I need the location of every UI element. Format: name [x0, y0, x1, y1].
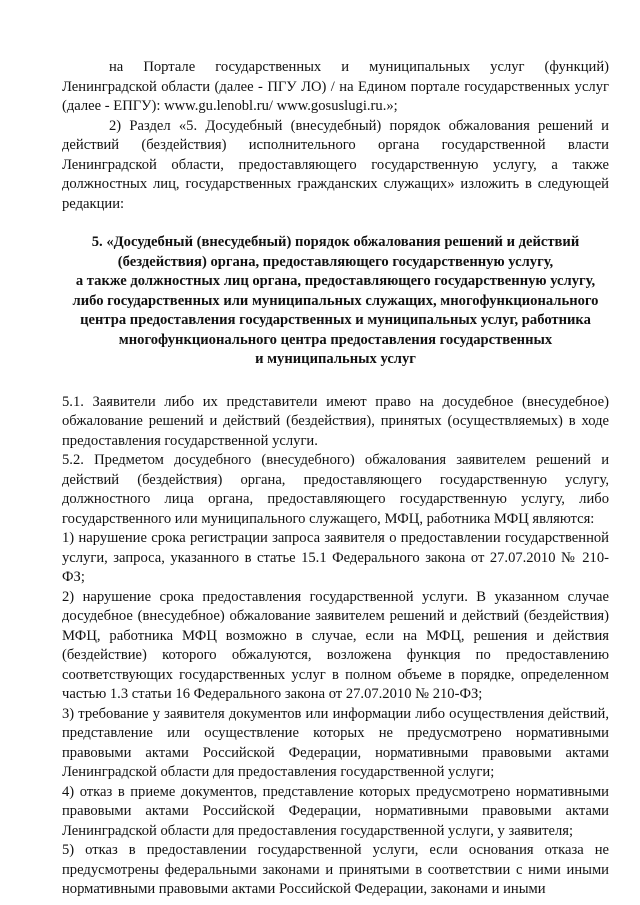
heading-line: и муниципальных услуг — [255, 351, 416, 367]
document-page — [62, 58, 609, 900]
heading-line: либо государственных или муниципальных служащих, многофункционального — [72, 292, 599, 309]
intro-paragraph-section-amendment: 2) Раздел «5. Досудебный (внесудебный) порядок обжалования решений и действий (бездействия) исполнительного органа государственной власти Ленинградской области, предоставляющего государственную услугу, а также должностных лиц, государственных гражданских служащих» изложить в следующей редакции: — [62, 117, 609, 212]
heading-line: а также должностных лиц органа, предоставляющего государственную услугу, — [75, 273, 596, 289]
heading-line: (бездействия) органа, предоставляющего государственную услугу, — [117, 253, 554, 270]
list-item-2: 2) нарушение срока предоставления государственной услуги. В указанном случае досудебное (внесудебное) обжалование заявителем решений и действий (бездействия) МФЦ, работника МФЦ возможно в случае, если на МФЦ, решения и действия (бездействие) которого обжалуются, возложена функция по предоставлению соответствующих государственных услуг в полном объеме в порядке, определенном частью 1.3 статьи 16 Федерального закона от 27.07.2010 № 210-ФЗ; — [62, 588, 609, 702]
list-item-5: 5) отказ в предоставлении государственной услуги, если основания отказа не предусмотрены федеральными законами и принятыми в соответствии с ними иными нормативными правовыми актами Российской Федерации, законами и иными — [62, 842, 609, 897]
list-item-4: 4) отказ в приеме документов, представление которых предусмотрено нормативными правовыми актами Российской Федерации, нормативными правовыми актами Ленинградской области для предоставления государственной услуги, у заявителя; — [62, 783, 609, 839]
clause-5-2: 5.2. Предметом досудебного (внесудебного) обжалования заявителем решений и действий (бездействия) органа, предоставляющего государственную услугу, должностного лица органа, предоставляющего государственную услугу, либо государственного или муниципального служащего, МФЦ, работника МФЦ являются: — [62, 452, 609, 527]
list-item-1: 1) нарушение срока регистрации запроса заявителя о предоставлении государственной услуги, запроса, указанного в статье 15.1 Федерального закона от 27.07.2010 № 210-ФЗ; — [62, 530, 609, 585]
heading-line: 5. «Досудебный (внесудебный) порядок обжалования решений и действий — [91, 234, 580, 250]
section-body — [62, 393, 609, 900]
heading-line: центра предоставления государственных и муниципальных услуг, работника — [80, 312, 591, 328]
clause-5-1: 5.1. Заявители либо их представители имеют право на досудебное (внесудебное) обжалование решений и действий (бездействия), принятых (осуществляемых) в ходе предоставления государственной услуги. — [62, 393, 609, 449]
section-heading — [62, 233, 609, 370]
intro-paragraph-portal: на Портале государственных и муниципальных услуг (функций) Ленинградской области (далее - ПГУ ЛО) / на Едином портале государственных услуг (далее - ЕПГУ): www.gu.lenobl.ru/ www.gosuslugi.ru.»; — [62, 59, 609, 114]
list-item-3: 3) требование у заявителя документов или информации либо осуществления действий, представление или осуществление которых не предусмотрено нормативными правовыми актами Российской Федерации, нормативными правовыми актами Ленинградской области для предоставления государственной услуги; — [62, 705, 609, 780]
heading-line: многофункционального центра предоставления государственных — [118, 331, 553, 348]
